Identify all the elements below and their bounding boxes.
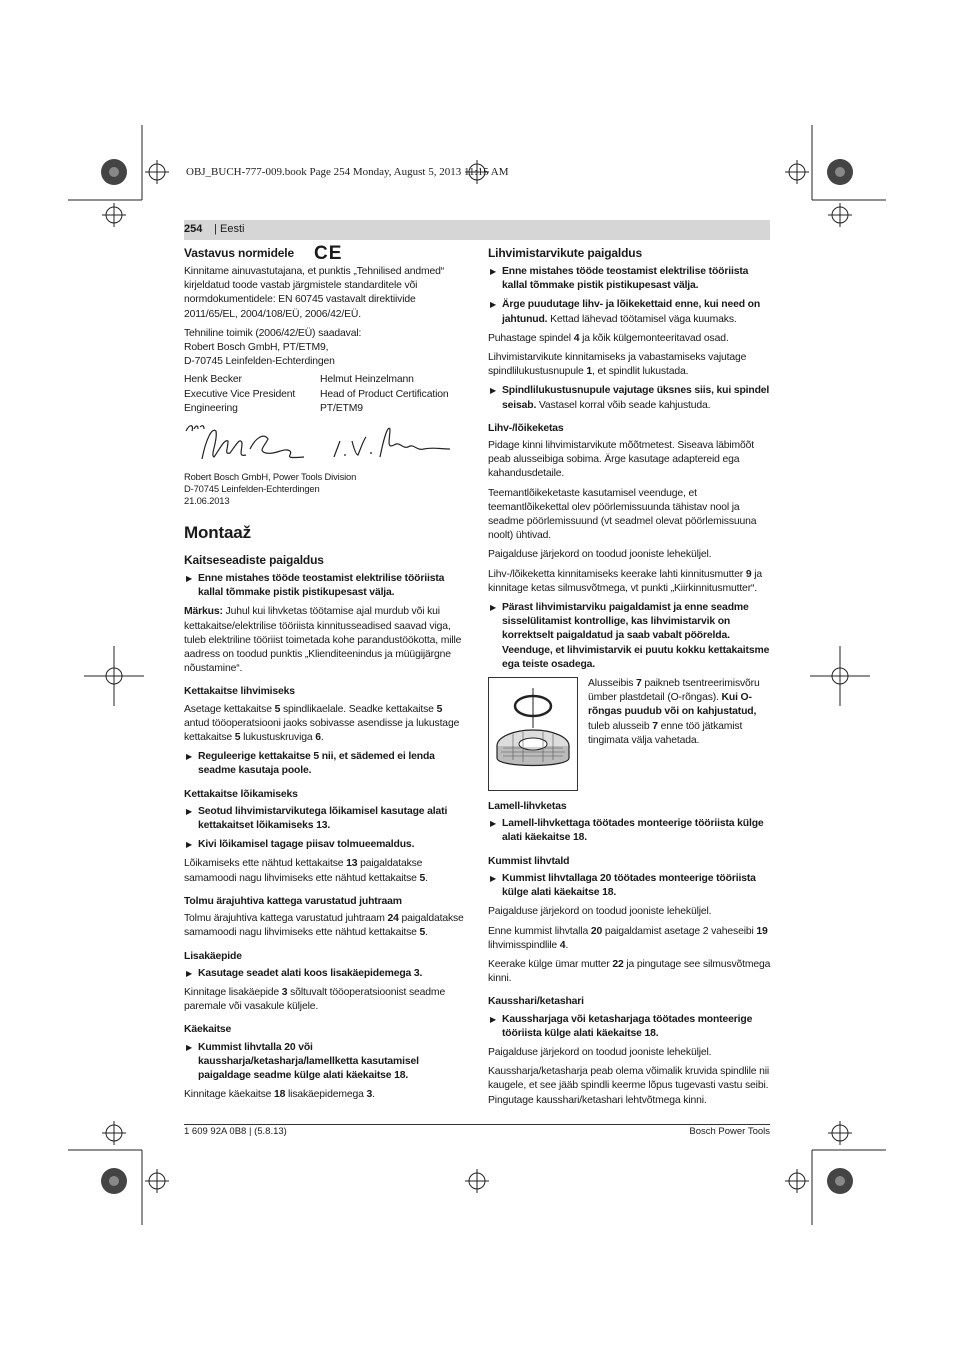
company-block	[184, 471, 467, 507]
grind-guard-paragraph: Asetage kettakaitse 5 spindlikaelale. Seadke kettakaitse 5 antud tööoperatsiooni jaoks sobivasse asendisse ja lukustage kettakaitse 5 lukustuskruviga 6.	[184, 703, 460, 744]
footer-rule	[184, 1124, 770, 1125]
flap-disc-heading: Lamell-lihvketas	[488, 801, 567, 813]
bullet-arrow-icon: ▶	[186, 752, 193, 762]
disc-paragraph-1: Pidage kinni lihvimistarvikute mõõtmetest. Siseava läbimõõt peab alusseibiga sobima. Ärge kasutage adaptereid ega kahandusdetaile.	[488, 440, 755, 480]
aux-handle-paragraph: Kinnitage lisakäepide 3 sõltuvalt tööoperatsioonist seadme paremale või vasakule küljele.	[184, 986, 446, 1013]
oring-figure-row	[488, 677, 771, 791]
grind-guard-heading: Kettakaitse lihvimiseks	[184, 686, 295, 698]
oring-figure	[488, 677, 578, 791]
bullet-arrow-icon: ▶	[490, 873, 497, 883]
signatory-1-title: Executive Vice President	[184, 388, 296, 400]
rubber-pad-paragraph-1: Paigalduse järjekord on toodud jooniste leheküljel.	[488, 906, 712, 918]
conformity-heading	[184, 243, 467, 264]
declaration-date: 21.06.2013	[184, 495, 230, 507]
printer-header: OBJ_BUCH-777-009.book Page 254 Monday, August 5, 2013 11:15 AM	[186, 166, 509, 178]
page-number: 254	[184, 223, 203, 235]
brush-bullet: ▶ Kaussharjaga või ketasharjaga töötades monteerige tööriista külge alati käekaitse 18.	[490, 1013, 753, 1039]
abrasive-bullet-2: ▶ Ärge puudutage lihv- ja lõikekettaid enne, kui need on jahtunud. Kettad lähevad töötamisel väga kuumaks.	[490, 299, 761, 325]
hand-guard-bullet: ▶ Kummist lihvtalla 20 või kaussharja/ketasharja/lamellketta kasutamisel paigaldage seadme külge alati käekaitse 18.	[186, 1041, 419, 1081]
rubber-pad-bullet: ▶ Kummist lihvtallaga 20 töötades monteerige tööriista külge alati käekaitse 18.	[490, 872, 756, 899]
dust-heading: Tolmu ärajuhtiva kattega varustatud juhtraam	[184, 895, 402, 907]
tech-file-block	[184, 327, 467, 370]
grind-guard-bullet: ▶ Reguleerige kettakaitse 5 nii, et sädemed ei lenda seadme kasutaja poole.	[186, 751, 435, 777]
bullet-arrow-icon: ▶	[490, 603, 497, 613]
disc-bullet: ▶ Pärast lihvimistarviku paigaldamist ja enne seadme sisselülitamist kontrollige, kas lihvimistarvik on korrektselt paigaldatud ja saab vabalt pöörelda. Veenduge, et lihvimistarvik ei puutu kokku kettakaitsme ega teiste osadega.	[490, 602, 770, 670]
abrasive-bullet-3: ▶ Spindlilukustusnupule vajutage üksnes siis, kui spindel seisab. Vastasel korral võib seade kahjustuda.	[490, 385, 770, 411]
hand-guard-heading: Käekaitse	[184, 1024, 232, 1036]
left-column	[184, 243, 467, 1107]
bullet-arrow-icon: ▶	[490, 819, 497, 829]
bullet-arrow-icon: ▶	[490, 1014, 497, 1024]
aux-handle-heading: Lisakäepide	[184, 950, 242, 962]
bullet-arrow-icon: ▶	[490, 267, 497, 276]
abrasive-paragraph-2: Lihvimistarvikute kinnitamiseks ja vabastamiseks vajutage spindlilukustusnupule 1, et spindlit lukustada.	[488, 352, 747, 378]
signatories	[184, 373, 467, 416]
disc-paragraph-4: Lihv-/lõikeketta kinnitamiseks keerake lahti kinnitusmutter 9 ja kinnitage ketas silmusvõtmega, vt punkti „Kiirkinnitusmutter“.	[488, 568, 762, 594]
footer-doc-number: 1 609 92A 0B8 | (5.8.13)	[184, 1126, 287, 1137]
right-column	[488, 246, 771, 1113]
disc-paragraph-3: Paigalduse järjekord on toodud jooniste leheküljel.	[488, 549, 712, 561]
tech-file-label: Tehniline toimik (2006/42/EÜ) saadaval:	[184, 327, 362, 339]
rubber-pad-paragraph-3: Keerake külge ümar mutter 22 ja pingutage see silmusvõtmega kinni.	[488, 958, 771, 985]
guards-bullet: ▶ Enne mistahes tööde teostamist elektrilise tööriista kallal tõmmake pistik pistikupesast välja.	[186, 573, 445, 599]
rubber-pad-paragraph-2: Enne kummist lihvtalla 20 paigaldamist asetage 2 vaheseibi 19 lihvimisspindlile 4.	[488, 925, 768, 951]
bullet-arrow-icon: ▶	[490, 300, 497, 310]
rubber-pad-heading: Kummist lihvtald	[488, 855, 570, 867]
tech-file-address-1: Robert Bosch GmbH, PT/ETM9,	[184, 342, 329, 354]
conformity-text: Kinnitame ainuvastutajana, et punktis „Tehnilised andmed“ kirjeldatud toode vastab järgmistele standarditele või normdokumentidele: EN 60745 vastavalt direktiivide 2011/65/EL, 2004/108/EÜ, 2006/42/EÜ.	[184, 266, 445, 320]
conformity-title: Vastavus normidele	[184, 246, 295, 260]
cut-guard-heading: Kettakaitse lõikamiseks	[184, 788, 298, 800]
company-name: Robert Bosch GmbH, Power Tools Division	[184, 471, 357, 483]
header-separator: |	[214, 223, 217, 235]
flap-disc-bullet: ▶ Lamell-lihvkettaga töötades monteerige tööriista külge alati käekaitse 18.	[490, 818, 764, 844]
brush-paragraph-1: Paigalduse järjekord on toodud jooniste leheküljel.	[488, 1046, 712, 1058]
brush-paragraph-2: Kaussharja/ketasharja peab olema võimalik kruvida spindlile nii kaugele, et see jääb spindli keerme lõpus tugevasti vastu seibi. Pingutage kausshari/ketashari lehtvõtmega kinni.	[488, 1066, 770, 1106]
bullet-arrow-icon: ▶	[186, 806, 193, 816]
signatory-1	[184, 373, 320, 416]
bullet-arrow-icon: ▶	[186, 968, 193, 978]
disc-heading: Lihv-/lõikeketas	[488, 422, 564, 434]
signatures	[184, 419, 467, 467]
signatory-2	[320, 373, 456, 416]
cut-guard-bullet-2: ▶ Kivi lõikamisel tagage piisav tolmueemaldus.	[184, 838, 467, 852]
handwritten-signature-image	[184, 419, 454, 467]
tech-file-address-2: D-70745 Leinfelden-Echterdingen	[184, 356, 335, 368]
bullet-arrow-icon: ▶	[186, 574, 193, 584]
bullet-arrow-icon: ▶	[186, 1042, 193, 1052]
montage-title: Montaaž	[184, 523, 251, 543]
language-label: Eesti	[220, 223, 245, 235]
signatory-2-dept: PT/ETM9	[320, 402, 363, 414]
bullet-arrow-icon: ▶	[490, 386, 497, 396]
abrasive-paragraph-1: Puhastage spindel 4 ja kõik külgemonteeritavad osad.	[488, 332, 729, 344]
page-header-bar	[184, 220, 770, 240]
signatory-2-name: Helmut Heinzelmann	[320, 374, 414, 386]
footer-brand: Bosch Power Tools	[689, 1126, 770, 1137]
guards-heading: Kaitseseadiste paigaldus	[184, 553, 324, 568]
brush-heading: Kausshari/ketashari	[488, 996, 584, 1008]
hand-guard-paragraph: Kinnitage käekaitse 18 lisakäepidemega 3.	[184, 1089, 375, 1101]
note-paragraph: Märkus: Juhul kui lihvketas töötamise ajal murdub või kui kettakaitse/elektrilise tööriista kinnitusseadised saavad viga, tuleb elektriline tööriist toimetada kohe parandustöökotta, mille aadress on toodud punktis „Klienditeenindus ja müügijärgne nõustamine“.	[184, 606, 462, 675]
bullet-arrow-icon: ▶	[186, 840, 193, 850]
aux-handle-bullet: ▶ Kasutage seadet alati koos lisakäepidemega 3.	[184, 967, 467, 981]
signatory-2-title: Head of Product Certification	[320, 388, 449, 400]
ce-mark-icon: CE	[314, 243, 343, 264]
signatory-1-name: Henk Becker	[184, 374, 242, 386]
dust-paragraph: Tolmu ärajuhtiva kattega varustatud juhtraam 24 paigaldatakse samamoodi nagu lihvimiseks ette nähtud kettakaitse 5.	[184, 913, 464, 939]
oring-text: Alusseibis 7 paikneb tsentreerimisvõru ümber plastdetail (O-rõngas). Kui O-rõngas puudub või on kahjustatud, tuleb alusseib 7 enne töö jätkamist tingimata välja vahetada.	[588, 678, 760, 746]
company-address: D-70745 Leinfelden-Echterdingen	[184, 483, 320, 495]
signatory-1-dept: Engineering	[184, 402, 238, 414]
abrasive-bullet-1: ▶ Enne mistahes tööde teostamist elektrilise tööriista kallal tõmmake pistik pistikupesast välja.	[490, 266, 749, 292]
cut-guard-bullet-1: ▶ Seotud lihvimistarvikutega lõikamisel kasutage alati kettakaitset lõikamiseks 13.	[186, 805, 448, 832]
abrasive-heading: Lihvimistarvikute paigaldus	[488, 246, 642, 260]
disc-paragraph-2: Teemantlõikeketaste kasutamisel veenduge, et teemantlõikekettal olev pöörlemissuunda tähistav nool ja seadme pöörlemissuund (vt seadmel olevat pöörlemissuuna noolt) ühtivad.	[488, 487, 757, 542]
cut-guard-paragraph: Lõikamiseks ette nähtud kettakaitse 13 paigaldatakse samamoodi nagu lihvimiseks ette nähtud kettakaitse 5.	[184, 858, 428, 884]
flange-oring-illustration	[489, 678, 577, 790]
